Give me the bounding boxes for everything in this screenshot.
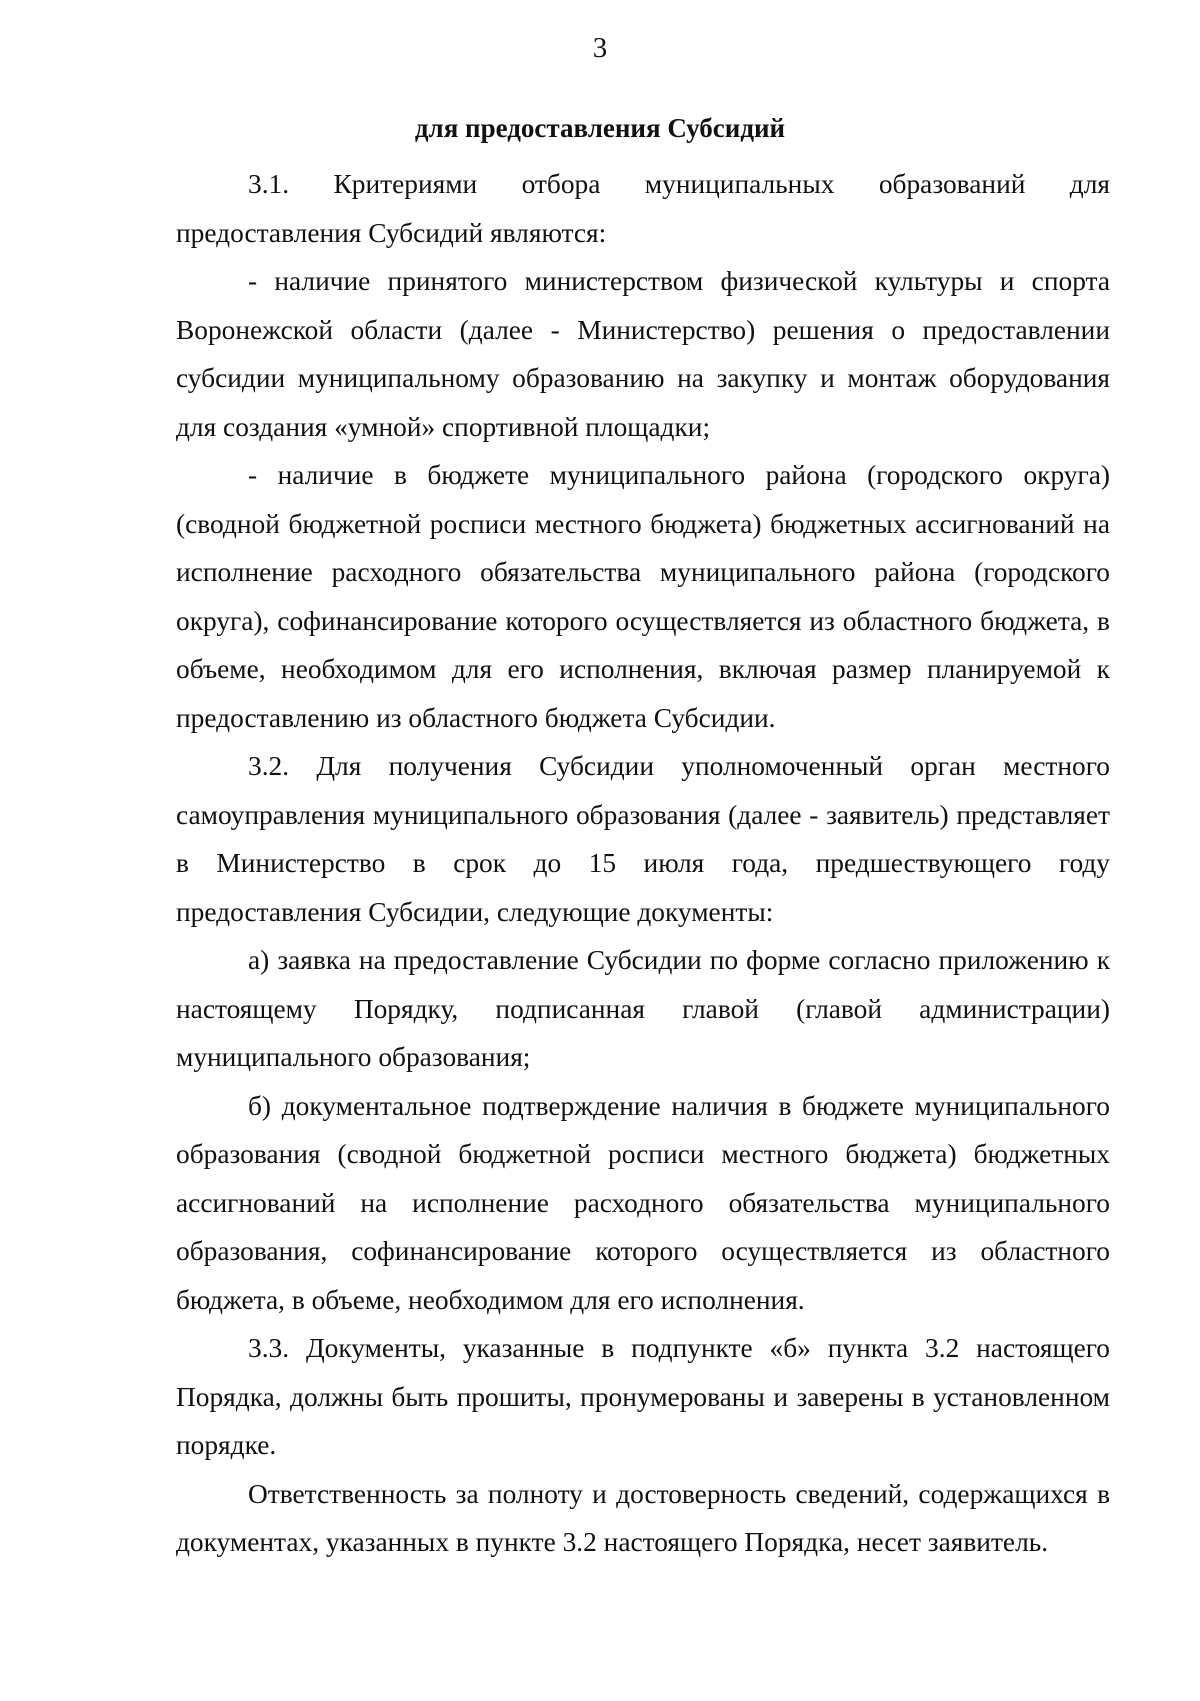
paragraph-responsibility: Ответственность за полноту и достоверность сведений, содержащихся в документах, указанных в пункте 3.2 настоящего Порядка, несет заявитель. <box>176 1478 1110 1557</box>
paragraph-3-2-a: а) заявка на предоставление Субсидии по форме согласно приложению к настоящему Порядку, подписанная главой (главой администрации) муниципального образования; <box>176 945 1110 1072</box>
document-body <box>176 160 1110 1567</box>
paragraph-criterion-2: - наличие в бюджете муниципального района (городского округа) (сводной бюджетной росписи местного бюджета) бюджетных ассигнований на исполнение расходного обязательства муниципального района (городского округа), софинансирование которого осуществляется из областного бюджета, в объеме, необходимом для его исполнения, включая размер планируемой к предоставлению из областного бюджета Субсидии. <box>176 460 1110 733</box>
paragraph-criterion-1: - наличие принятого министерством физической культуры и спорта Воронежской области (далее - Министерство) решения о предоставлении субсидии муниципальному образованию на закупку и монтаж оборудования для создания «умной» спортивной площадки; <box>176 266 1110 442</box>
paragraph-3-2-b: б) документальное подтверждение наличия в бюджете муниципального образования (сводной бюджетной росписи местного бюджета) бюджетных ассигнований на исполнение расходного обязательства муниципального образования, софинансирование которого осуществляется из областного бюджета, в объеме, необходимом для его исполнения. <box>176 1090 1110 1315</box>
paragraph-3-1: 3.1. Критериями отбора муниципальных образований для предоставления Субсидий являются: <box>176 169 1110 248</box>
paragraph-3-2: 3.2. Для получения Субсидии уполномоченный орган местного самоуправления муниципального образования (далее - заявитель) представляет в Министерство в срок до 15 июля года, предшествующего году предоставления Субсидии, следующие документы: <box>176 751 1110 927</box>
page-number: 3 <box>592 32 608 64</box>
paragraph-3-3: 3.3. Документы, указанные в подпункте «б» пункта 3.2 настоящего Порядка, должны быть прошиты, пронумерованы и заверены в установленном порядке. <box>176 1333 1110 1460</box>
section-heading: для предоставления Субсидий <box>414 113 786 143</box>
